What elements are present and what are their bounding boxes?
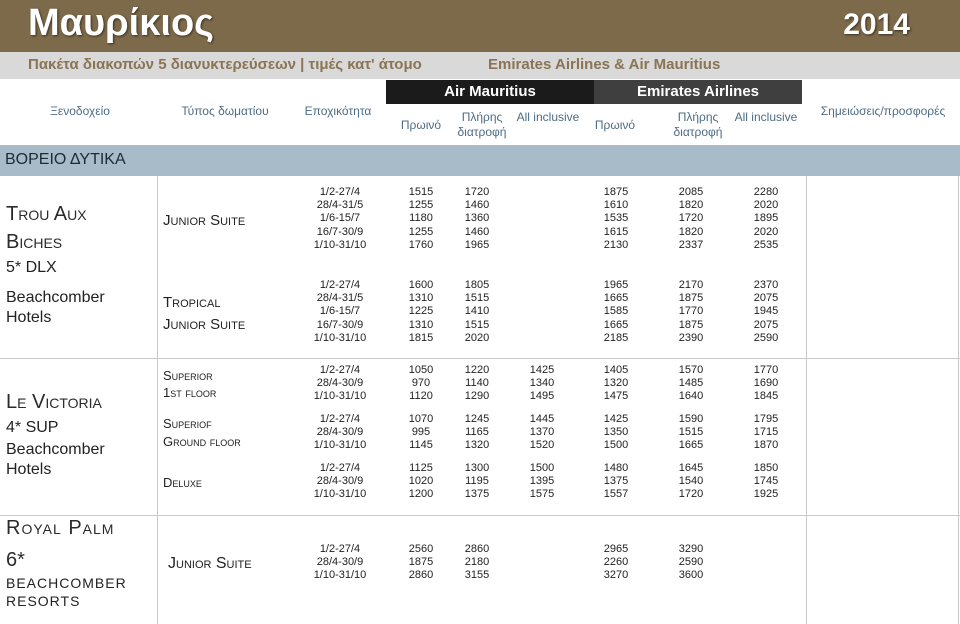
room-deluxe: Deluxe [163, 475, 202, 490]
season-list: 1/2-27/4 28/4-30/9 1/10-31/10 [313, 462, 367, 501]
subtitle-right: Emirates Airlines & Air Mauritius [488, 56, 721, 73]
page-year: 2014 [843, 8, 910, 41]
price-list: 1245 1165 1320 [464, 413, 490, 452]
hotel-name: Le Victoria [6, 391, 102, 413]
price-list: 2170 1875 1770 1875 2390 [678, 279, 704, 344]
hotel-chain: Beachcomber Hotels [6, 289, 105, 326]
season-list: 1/2-27/4 28/4-31/5 1/6-15/7 16/7-30/9 1/10-31/10 [313, 279, 367, 344]
price-list: 1805 1515 1410 1515 2020 [464, 279, 490, 344]
hotel-chain: Beachcomber Hotels [6, 441, 105, 478]
price-list: 1770 1690 1845 [753, 364, 779, 403]
hotel-name: Royal Palm [6, 517, 115, 539]
subtitle-bar [0, 52, 960, 79]
price-list: 1515 1255 1180 1255 1760 [408, 186, 434, 251]
room-superiof-ground: Ground floor [163, 434, 241, 449]
region-label: ΒΟΡΕΙΟ ΔΥΤΙΚΑ [5, 151, 126, 168]
price-list: 1600 1310 1225 1310 1815 [408, 279, 434, 344]
price-list: 2965 2260 3270 [603, 543, 629, 582]
price-list: 1590 1515 1665 [678, 413, 704, 452]
season-list: 1/2-27/4 28/4-31/5 1/6-15/7 16/7-30/9 1/10-31/10 [313, 186, 367, 251]
hotel-stars: 6* [6, 549, 25, 571]
price-list: 1125 1020 1200 [408, 462, 434, 501]
season-list: 1/2-27/4 28/4-30/9 1/10-31/10 [313, 543, 367, 582]
price-list: 1300 1195 1375 [464, 462, 490, 501]
room-tropical-junior-suite: Junior Suite [163, 316, 246, 333]
col-header-ek-all: All inclusive [734, 110, 798, 124]
price-list: 3290 2590 3600 [678, 543, 704, 582]
price-list: 1480 1375 1557 [603, 462, 629, 501]
hotel-chain: BEACHCOMBER RESORTS [6, 575, 127, 609]
price-list: 2370 2075 1945 2075 2590 [753, 279, 779, 344]
col-header-room: Τύπος δωματίου [181, 104, 269, 118]
price-list: 1965 1665 1585 1665 2185 [603, 279, 629, 344]
price-list: 1445 1370 1520 [529, 413, 555, 452]
grid-line [157, 176, 158, 624]
price-list: 1425 1340 1495 [529, 364, 555, 403]
price-list: 1850 1745 1925 [753, 462, 779, 501]
grid-line [958, 176, 959, 624]
price-list: 1875 1610 1535 1615 2130 [603, 186, 629, 251]
hotel-trou-aux-biches [6, 200, 156, 328]
air-mauritius-band: Air Mauritius [386, 80, 594, 104]
page-title: Μαυρίκιος [28, 2, 214, 44]
price-list: 1570 1485 1640 [678, 364, 704, 403]
grid-line [0, 358, 960, 359]
col-header-am-full: Πλήρης διατροφή [457, 110, 507, 139]
room-tropical: Tropical [163, 294, 221, 311]
price-list: 2860 2180 3155 [464, 543, 490, 582]
col-header-ek-full: Πλήρης διατροφή [673, 110, 723, 139]
col-header-season: Εποχικότητα [304, 104, 372, 118]
price-list: 1070 995 1145 [408, 413, 434, 452]
price-list: 1720 1460 1360 1460 1965 [464, 186, 490, 251]
room-junior-suite: Junior Suite [163, 212, 246, 229]
hotel-le-victoria [6, 388, 156, 480]
hotel-stars: 5* DLX [6, 259, 57, 276]
col-header-am-all: All inclusive [516, 110, 580, 124]
price-list: 2280 2020 1895 2020 2535 [753, 186, 779, 251]
room-superior: Superior [163, 368, 213, 383]
room-royal-junior-suite: Junior Suite [168, 555, 252, 572]
title-bar [0, 0, 960, 52]
hotel-name: Trou Aux Biches [6, 203, 87, 253]
price-list: 1645 1540 1720 [678, 462, 704, 501]
price-list: 1050 970 1120 [408, 364, 434, 403]
col-header-hotel: Ξενοδοχείο [50, 104, 110, 118]
hotel-stars: 4* SUP [6, 419, 59, 436]
col-header-notes: Σημειώσεις/προσφορές [820, 104, 946, 118]
price-list: 1405 1320 1475 [603, 364, 629, 403]
price-list: 2085 1820 1720 1820 2337 [678, 186, 704, 251]
region-bar [0, 145, 960, 176]
col-header-ek-breakfast: Πρωινό [594, 118, 636, 132]
price-list: 2560 1875 2860 [408, 543, 434, 582]
price-list: 1500 1395 1575 [529, 462, 555, 501]
price-list: 1795 1715 1870 [753, 413, 779, 452]
price-list: 1220 1140 1290 [464, 364, 490, 403]
price-list: 1425 1350 1500 [603, 413, 629, 452]
room-superiof: Superiof [163, 416, 212, 431]
season-list: 1/2-27/4 28/4-30/9 1/10-31/10 [313, 364, 367, 403]
emirates-band: Emirates Airlines [594, 80, 802, 104]
grid-line [806, 176, 807, 624]
room-superior-floor: 1st floor [163, 385, 217, 400]
subtitle-left: Πακέτα διακοπών 5 διανυκτερεύσεων | τιμές κατ' άτομο [28, 56, 422, 73]
col-header-am-breakfast: Πρωινό [400, 118, 442, 132]
season-list: 1/2-27/4 28/4-30/9 1/10-31/10 [313, 413, 367, 452]
hotel-royal-palm [6, 514, 156, 610]
